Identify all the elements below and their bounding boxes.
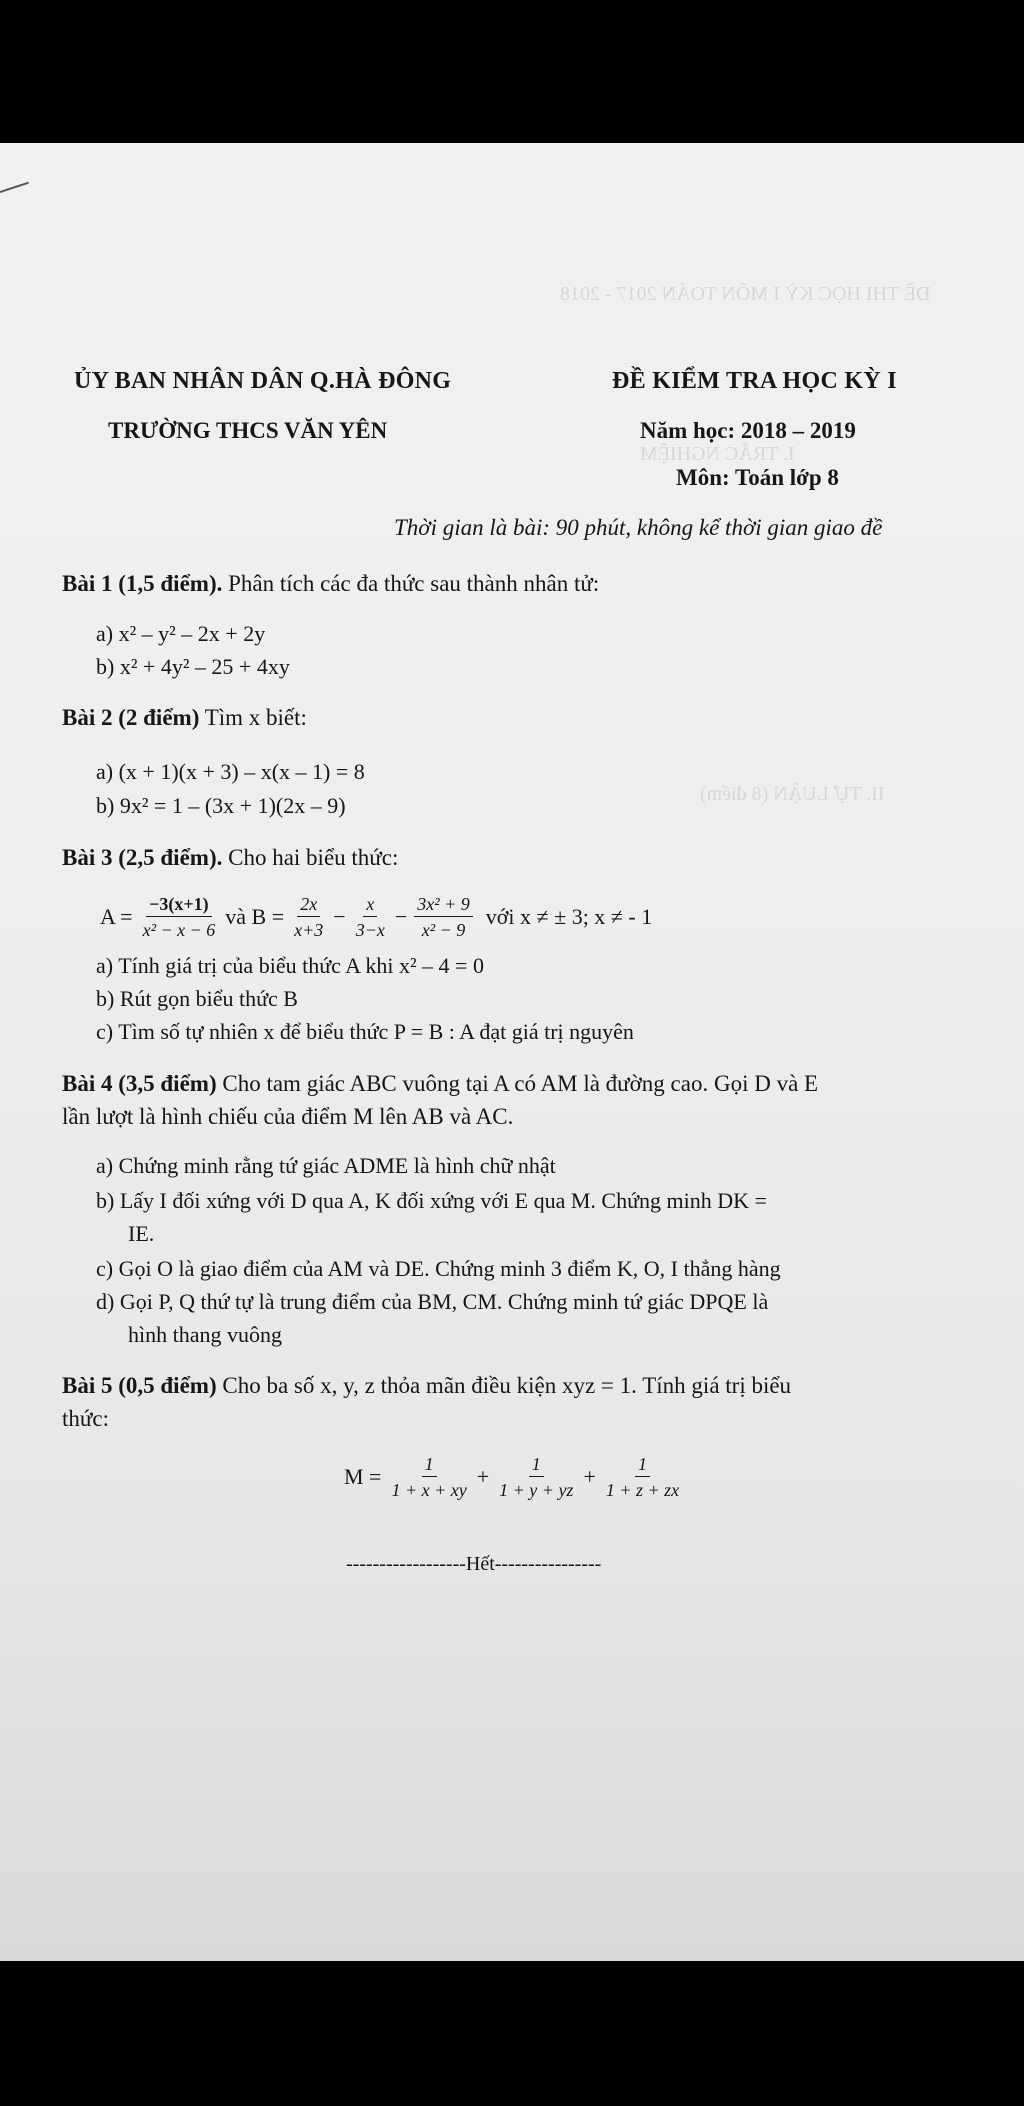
bai4-item-d: d) Gọi P, Q thứ tự là trung điểm của BM, CM. Chứng minh tứ giác DPQE là	[96, 1289, 769, 1314]
show-through-text: ĐỀ THI HỌC KỲ I MÔN TOÁN 2017 - 2018	[560, 283, 931, 305]
plus-sign: +	[583, 1464, 596, 1489]
header-authority: ỦY BAN NHÂN DÂN Q.HÀ ĐÔNG	[74, 368, 452, 394]
header-exam-title: ĐỀ KIỂM TRA HỌC KỲ I	[612, 368, 897, 394]
bai3-expressions	[96, 893, 656, 941]
fraction-b2: $\frac{x}{3-x}$	[355, 894, 385, 940]
bai2-item-a: a) (x + 1)(x + 3) – x(x – 1) = 8	[96, 759, 365, 784]
expr-b-label: và B =	[225, 904, 285, 929]
bai4-text-line2: lần lượt là hình chiếu của điểm M lên AB và AC.	[62, 1104, 514, 1129]
bai2-heading: Bài 2 (2 điểm) Tìm x biết:	[62, 705, 307, 730]
bai1-item-a: a) x² – y² – 2x + 2y	[96, 621, 266, 646]
bai4-item-c: c) Gọi O là giao điểm của AM và DE. Chứng minh 3 điểm K, O, I thẳng hàng	[96, 1256, 781, 1281]
show-through-text: II. TỰ LUẬN (8 điểm)	[700, 783, 885, 805]
expr-condition: với x ≠ ± 3; x ≠ - 1	[485, 904, 653, 929]
bai4-item-b: b) Lấy I đối xứng với D qua A, K đối xứng với E qua M. Chứng minh DK =	[96, 1188, 767, 1213]
fraction-a: $\frac{-3(x+1)}{\text{x² − x − 6}}$	[142, 894, 216, 940]
fraction-b1: $\frac{2x}{x+3}$	[294, 894, 324, 940]
bai4-item-d-cont: hình thang vuông	[128, 1322, 282, 1347]
expr-a-label: A =	[100, 904, 133, 929]
bai3-heading: Bài 3 (2,5 điểm). Cho hai biểu thức:	[62, 845, 399, 870]
bai1-heading: Bài 1 (1,5 điểm). Phân tích các đa thức sau thành nhân tử:	[62, 571, 600, 596]
minus-sign: −	[394, 904, 408, 929]
fraction-b3: $\frac{\text{3x² + 9}}{\text{x² − 9}}$	[414, 893, 473, 941]
expr-m-label: M =	[344, 1464, 382, 1489]
exam-paper	[0, 143, 1024, 1961]
header-school-year: Năm học: 2018 – 2019	[640, 418, 856, 443]
bai4-item-b-cont: IE.	[128, 1221, 155, 1246]
header-time-note: Thời gian là bài: 90 phút, không kể thời gian giao đề	[394, 515, 883, 540]
header-school: TRƯỜNG THCS VĂN YÊN	[108, 418, 388, 443]
show-through-text: I. TRẮC NGHIỆM	[640, 443, 795, 465]
bai4-heading: Bài 4 (3,5 điểm) Cho tam giác ABC vuông tại A có AM là đường cao. Gọi D và E	[62, 1071, 819, 1096]
bai5-expression	[340, 1453, 685, 1501]
minus-sign: −	[333, 904, 346, 929]
plus-sign: +	[476, 1464, 490, 1489]
bai3-item-b: b) Rút gọn biểu thức B	[96, 986, 298, 1011]
bai3-item-a: a) Tính giá trị của biểu thức A khi x² – 4 = 0	[96, 953, 484, 978]
fraction-m1: $\frac{1}{1 + x + xy}$	[391, 1454, 467, 1500]
bai2-item-b: b) 9x² = 1 – (3x + 1)(2x – 9)	[96, 793, 346, 818]
page-fold-mark	[0, 182, 29, 193]
header-subject: Môn: Toán lớp 8	[676, 465, 839, 490]
bai3-item-c: c) Tìm số tự nhiên x để biểu thức P = B : A đạt giá trị nguyên	[96, 1019, 634, 1044]
fraction-m2: $\frac{1}{1 + y + yz}$	[499, 1454, 574, 1500]
bai4-item-a: a) Chứng minh rằng tứ giác ADME là hình chữ nhật	[96, 1153, 556, 1178]
bai5-heading: Bài 5 (0,5 điểm) Cho ba số x, y, z thỏa mãn điều kiện xyz = 1. Tính giá trị biểu	[62, 1373, 792, 1398]
fraction-m3: $\frac{1}{1 + z + zx}$	[605, 1454, 680, 1500]
bai5-text-line2: thức:	[62, 1406, 109, 1431]
bai1-item-b: b) x² + 4y² – 25 + 4xy	[96, 654, 290, 679]
end-marker: ------------------Hết----------------	[346, 1553, 602, 1575]
